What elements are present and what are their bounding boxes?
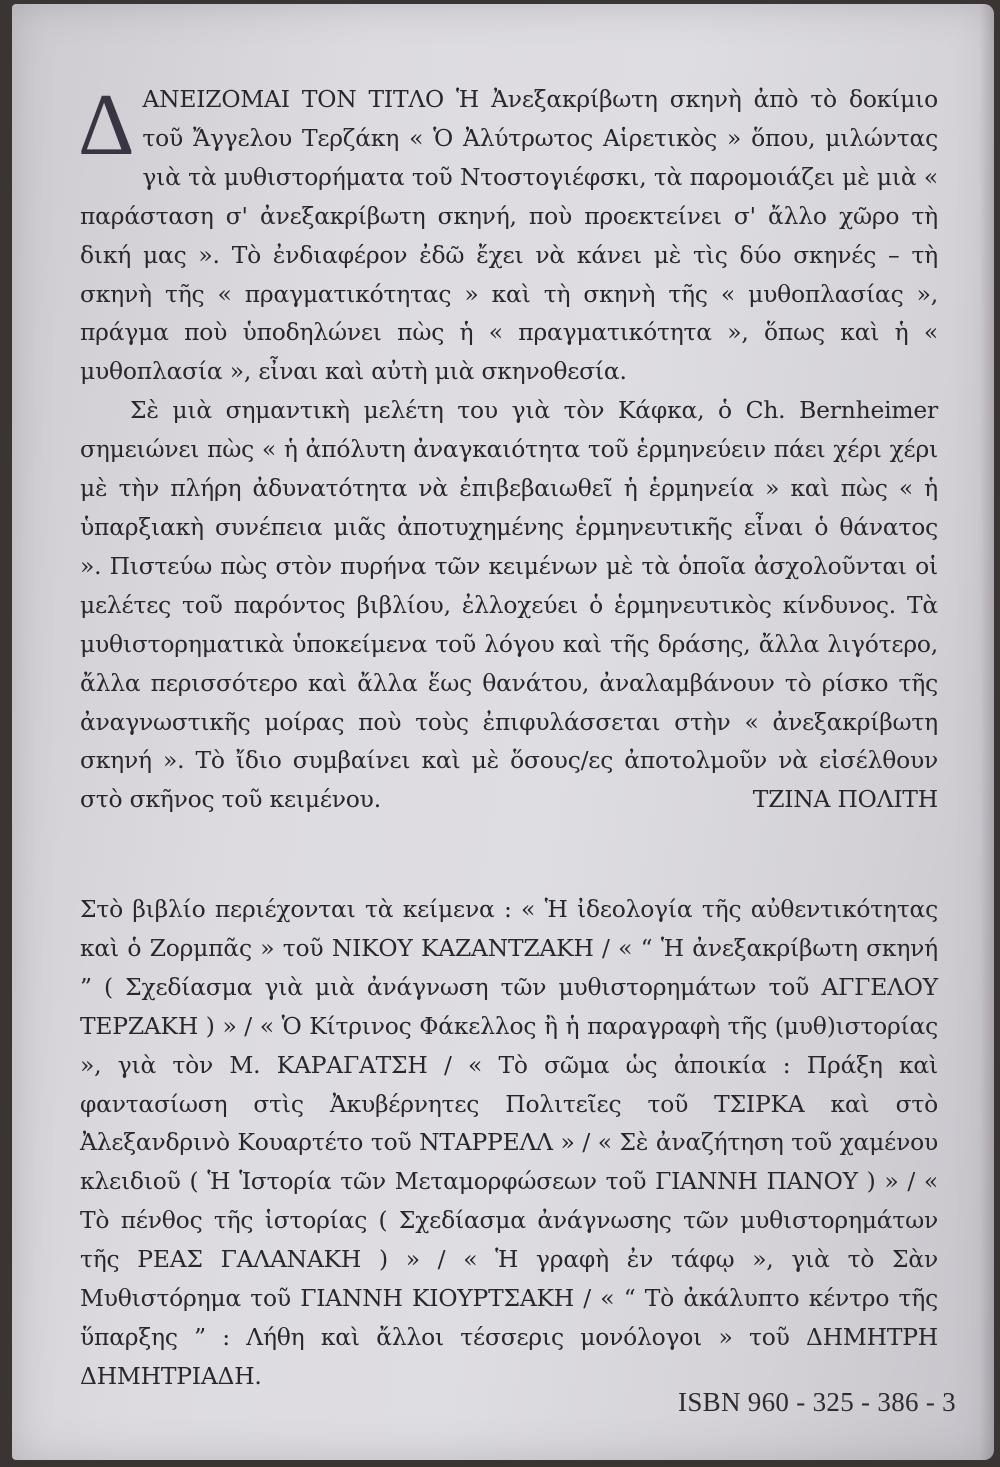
essay-text xyxy=(78,77,938,819)
contents-text xyxy=(80,890,938,1396)
drop-cap: Δ xyxy=(78,77,135,174)
author-signature: ΤΖΙΝΑ ΠΟΛΙΤΗ xyxy=(752,785,938,814)
essay-paragraph-2: Σὲ μιὰ σημαντικὴ μελέτη του γιὰ τὸν Κάφκα, ὁ Ch. Bernheimer σημειώνει πὼς « ἡ ἀπόλυτη ἀναγκαιότητα τοῦ ἑρμηνεύειν πάει χέρι χέρι μὲ τὴν πλήρη ἀδυνατότητα νὰ ἐπιβεβαιωθεῖ ἡ ἑρμηνεία » καὶ πὼς « ἡ ὑπαρξιακὴ συνέπεια μιᾶς ἀποτυχημένης ἑρμηνευτικῆς εἶναι ὁ θάνατος ». Πιστεύω πὼς στὸν πυρήνα τῶν κειμένων μὲ τὰ ὁποῖα ἀσχολοῦνται οἱ μελέτες τοῦ παρόντος βιβλίου, ἐλλοχεύει ὁ ἑρμηνευτικὸς κίνδυνος. Τὰ μυθιστορηματικὰ ὑποκείμενα τοῦ λόγου καὶ τῆς δράσης, ἄλλα λιγότερο, ἄλλα περισσότερο καὶ ἄλλα ἕως θανάτου, ἀναλαμβάνουν τὸ ρίσκο τῆς ἀναγνωστικῆς μοίρας ποὺ τοὺς ἐπιφυλάσσεται στὴν « ἀνεξακρίβωτη σκηνή ». Τὸ ἴδιο συμβαίνει καὶ μὲ ὅσους/ες ἀποτολμοῦν νὰ εἰσέλθουν στὸ σκῆνος τοῦ κειμένου. xyxy=(80,396,938,814)
essay-paragraph-1: ΑΝΕΙΖΟΜΑΙ ΤΟΝ ΤΙΤΛΟ Ἡ Ἀνεξακρίβωτη σκηνὴ ἀπὸ τὸ δοκίμιο τοῦ Ἄγγελου Τερζάκη « Ὁ Ἀλύτρωτος Αἱρετικὸς » ὅπου, μιλώντας γιὰ τὰ μυθιστορήματα τοῦ Ντοστογιέφσκι, τὰ παρομοιάζει μὲ μιὰ « παράσταση σ' ἀνεξακρίβωτη σκηνή, ποὺ προεκτείνει σ' ἄλλο χῶρο τὴ δική μας ». Τὸ ἐνδιαφέρον ἐδῶ ἔχει νὰ κάνει μὲ τὶς δύο σκηνές – τὴ σκηνὴ τῆς « πραγματικότητας » καὶ τὴ σκηνὴ τῆς « μυθοπλασίας », πράγμα ποὺ ὑποδηλώνει πὼς ἡ « πραγματικότητα », ὅπως καὶ ἡ « μυθοπλασία », εἶναι καὶ αὐτὴ μιὰ σκηνοθεσία. xyxy=(80,85,938,386)
contents-paragraph: Στὸ βιβλίο περιέχονται τὰ κείμενα : « Ἡ ἰδεολογία τῆς αὐθεντικότητας καὶ ὁ Ζορμπᾶς » τοῦ ΝΙΚΟΥ ΚΑΖΑΝΤΖΑΚΗ / « “ Ἡ ἀνεξακρίβωτη σκηνή ” ( Σχεδίασμα γιὰ μιὰ ἀνάγνωση τῶν μυθιστορημάτων τοῦ ΑΓΓΕΛΟΥ ΤΕΡΖΑΚΗ ) » / « Ὁ Κίτρινος Φάκελλος ἢ ἡ παραγραφὴ τῆς (μυθ)ιστορίας », γιὰ τὸν Μ. ΚΑΡΑΓΑΤΣΗ / « Τὸ σῶμα ὡς ἀποικία : Πράξη καὶ φαντασίωση στὶς Ἀκυβέρνητες Πολιτεῖες τοῦ ΤΣΙΡΚΑ καὶ στὸ Ἀλεξανδρινὸ Κουαρτέτο τοῦ ΝΤΑΡΡΕΛΛ » / « Σὲ ἀναζήτηση τοῦ χαμένου κλειδιοῦ ( Ἡ Ἱστορία τῶν Μεταμορφώσεων τοῦ ΓΙΑΝΝΗ ΠΑΝΟΥ ) » / « Τὸ πένθος τῆς ἱστορίας ( Σχεδίασμα ἀνάγνωσης τῶν μυθιστορημάτων τῆς ΡΕΑΣ ΓΑΛΑΝΑΚΗ ) » / « Ἡ γραφὴ ἐν τάφῳ », γιὰ τὸ Σὰν Μυθιστόρημα τοῦ ΓΙΑΝΝΗ ΚΙΟΥΡΤΣΑΚΗ / « “ Τὸ ἀκάλυπτο κέντρο τῆς ὕπαρξης ” : Λήθη καὶ ἄλλοι τέσσερις μονόλογοι » τοῦ ΔΗΜΗΤΡΗ ΔΗΜΗΤΡΙΑΔΗ. xyxy=(80,895,938,1390)
cover-edge-shadow xyxy=(980,4,994,1460)
isbn-number: ISBN 960 - 325 - 386 - 3 xyxy=(678,1387,956,1417)
